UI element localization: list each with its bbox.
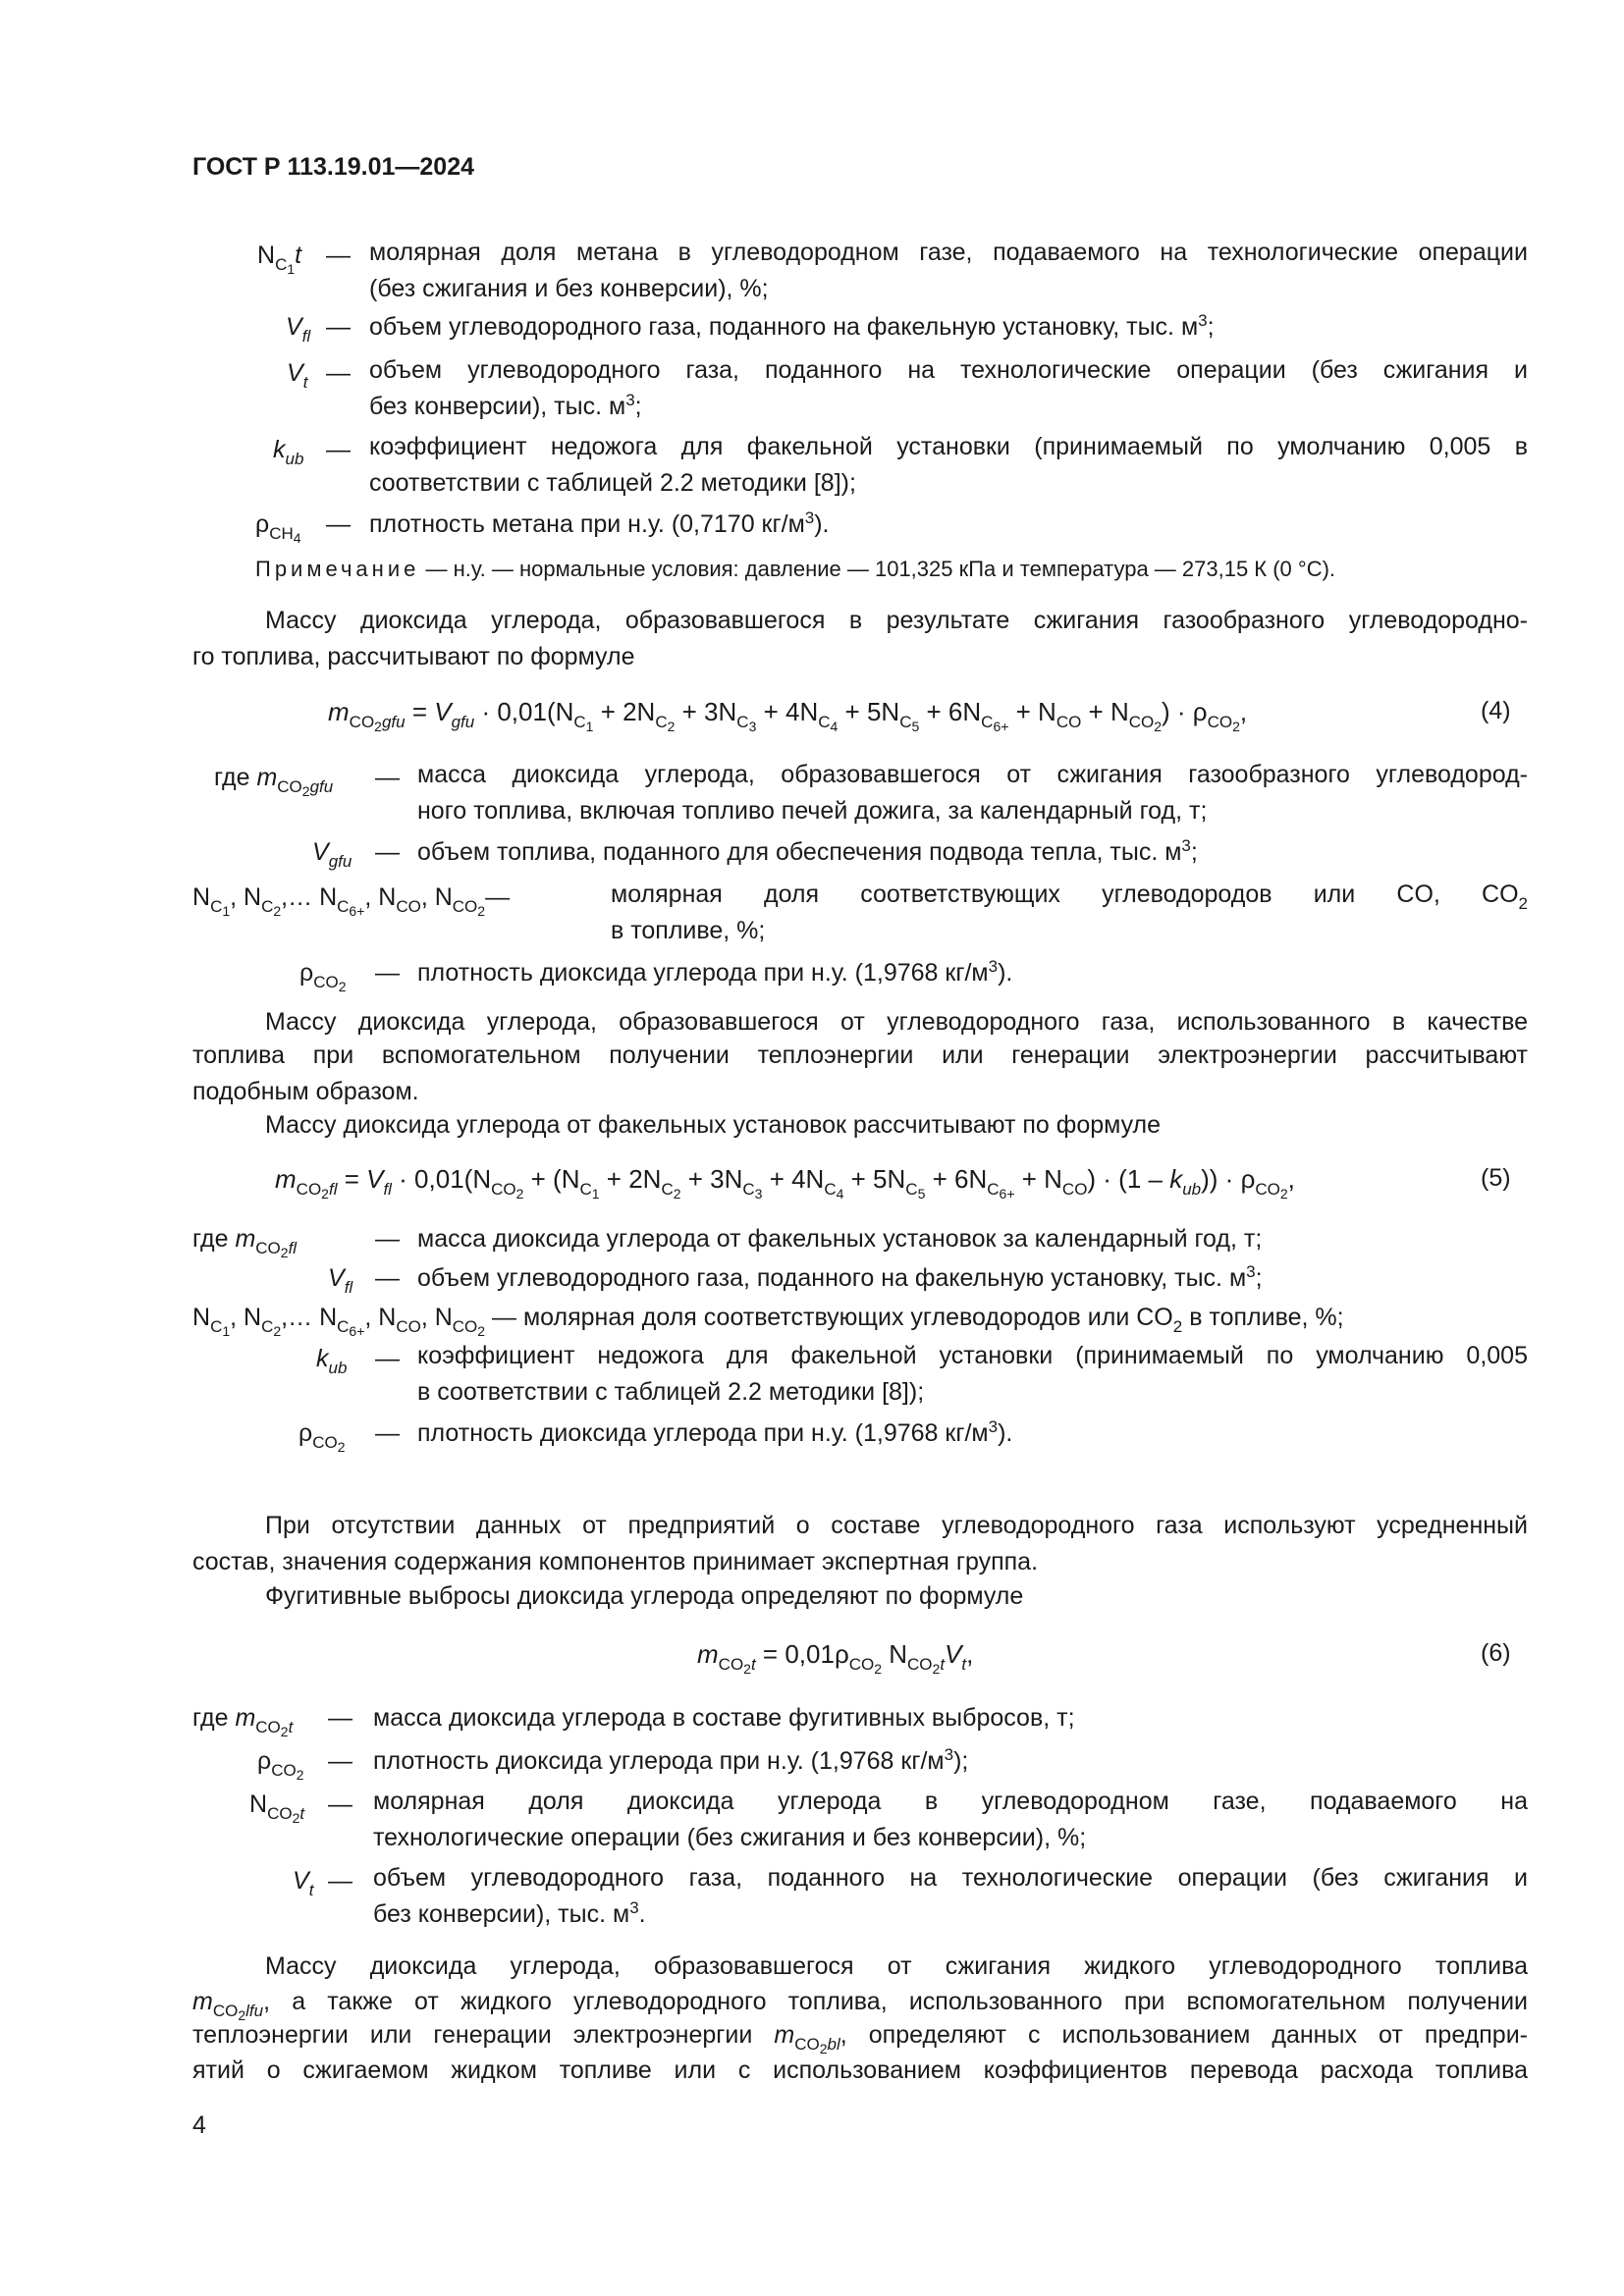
paragraph-2-line1: Массу диоксида углерода, образовавшегося от углеводородного газа, использованного в качестве <box>265 1008 1528 1036</box>
definition-rho-co2-4-text: плотность диоксида углерода при н.у. (1,9768 кг/м <box>417 959 989 987</box>
dash: — <box>328 1704 352 1732</box>
definition-n-5-text-end: в топливе, %; <box>1189 1304 1344 1331</box>
symbol-m-co2gfu: где $m_{CO_2gfu}$ <box>214 764 334 799</box>
dash: — <box>375 959 400 987</box>
definition-m-co2gfu-line2: ного топлива, включая топливо печей дожига, за календарный год, т; <box>417 797 1208 825</box>
definition-vt-line2: без конверсии), тыс. $м^3$; <box>369 391 642 420</box>
paragraph-2-line2: топлива при вспомогательном получении теплоэнергии или генерации электроэнергии рассчитывают <box>192 1041 1528 1069</box>
formula-5-number: (5) <box>1481 1164 1511 1192</box>
definition-vfl-5-text: объем углеводородного газа, поданного на факельную установку, тыс. м <box>417 1264 1247 1292</box>
symbol-rho-ch4: $\rho_{CH_4}$ <box>255 510 301 546</box>
paragraph-2-line4: Массу диоксида углерода от факельных установок рассчитывают по формуле <box>265 1111 1162 1139</box>
formula-4-number: (4) <box>1481 697 1511 724</box>
definition-nc1t-line2: (без сжигания и без конверсии), %; <box>369 275 769 302</box>
dash: — <box>375 1225 400 1253</box>
definition-vgfu: объем топлива, поданного для обеспечения подвода тепла, тыс. $м^3$; <box>417 836 1198 866</box>
symbol-kub-5: $k_{ub}$ <box>316 1345 348 1377</box>
dash: — <box>375 1345 400 1372</box>
dash: — <box>375 1264 400 1292</box>
dash: — <box>326 436 351 463</box>
symbol-nc1t: $N_{C_1}t$ <box>257 241 302 277</box>
paragraph-2-line3: подобным образом. <box>192 1078 419 1105</box>
definition-rho-co2-6: плотность диоксида углерода при н.у. (1,9768 $кг/м^3$); <box>373 1745 969 1775</box>
paragraph-4-line3-head: теплоэнергии или генерации электроэнергии <box>192 2021 753 2049</box>
definition-kub-5-line2: в соответствии с таблицей 2.2 методики [8]); <box>417 1378 925 1406</box>
paragraph-4-line3-tail: , определяют с использованием данных от предпри- <box>839 2021 1528 2049</box>
definition-vfl-5: объем углеводородного газа, поданного на факельную установку, тыс. $м^3$; <box>417 1262 1263 1292</box>
definition-n-co2t-line1: молярная доля диоксида углерода в углеводородном газе, подаваемого на <box>373 1788 1528 1815</box>
symbol-vfl-5: $V_{fl}$ <box>328 1264 353 1297</box>
definition-n-4-line1-text: молярная доля соответствующих углеводородов или CO, CO <box>611 881 1519 908</box>
page-number: 4 <box>192 2111 206 2139</box>
symbol-m-co2t: где $m_{CO_2t}$ <box>192 1704 294 1739</box>
definition-nc1t-line1: молярная доля метана в углеводородном газе, подаваемого на технологические операции <box>369 239 1528 266</box>
definition-vt-6-line2: без конверсии), тыс. $м^3$. <box>373 1898 646 1928</box>
symbol-n-co2t: $N_{CO_2t}$ <box>249 1790 305 1826</box>
formula-4: $m_{CO_2gfu} = V_{gfu} \cdot 0,01(N_{C_1} + 2N_{C_2} + 3N_{C_3} + 4N_{C_4} + 5N_{C_5} + 6N_{C_{6+}} + N_{CO} + N_{CO_2}) \cdot \rho_{CO_2}$, <box>328 697 1248 734</box>
definition-kub-5-line1: коэффициент недожога для факельной установки (принимаемый по умолчанию 0,005 <box>417 1342 1528 1369</box>
definition-rho-co2-4: плотность диоксида углерода при н.у. (1,9768 $кг/м^3$). <box>417 957 1013 987</box>
definition-vgfu-text: объем топлива, поданного для обеспечения подвода тепла, тыс. м <box>417 838 1182 866</box>
symbol-rho-co2-6: $\rho_{CO_2}$ <box>257 1747 304 1783</box>
formula-6-number: (6) <box>1481 1639 1511 1667</box>
paragraph-3-line3: Фугитивные выбросы диоксида углерода определяют по формуле <box>265 1582 1024 1610</box>
definition-n-5: $N_{C_1}$, $N_{C_2},\dots$ $N_{C_{6+}}$, $N_{CO}$, $N_{CO_2}$ — молярная доля соответствующих углеводородов или $CO_2$ в топливе, %; <box>192 1304 1344 1339</box>
definition-rho-ch4: плотность метана при н.у. (0,7170 $кг/м^3$). <box>369 508 830 538</box>
definition-vt-line1: объем углеводородного газа, поданного на технологические операции (без сжигания и <box>369 356 1528 384</box>
definition-rho-ch4-text: плотность метана при н.у. (0,7170 кг/м <box>369 510 805 538</box>
symbol-m-co2fl: где $m_{CO_2fl}$ <box>192 1225 298 1260</box>
dash: — <box>326 241 351 269</box>
definition-n-4-line2: в топливе, %; <box>611 917 766 944</box>
symbol-vfl: $V_{fl}$ <box>286 313 311 346</box>
dash: — <box>328 1790 352 1818</box>
definition-m-co2fl: масса диоксида углерода от факельных установок за календарный год, т; <box>417 1225 1263 1253</box>
symbol-n-list-4: $N_{C_1}$, $N_{C_2},\dots$ $N_{C_{6+}}$, $N_{CO}$, $N_{CO_2}—$ <box>192 883 511 919</box>
where-label: где <box>192 1225 229 1253</box>
paragraph-4-line4: ятий о сжигаемом жидком топливе или с использованием коэффициентов перевода расхода топлива <box>192 2056 1528 2084</box>
formula-6: $m_{CO_2t} = 0,01\rho_{CO_2}$ $N_{CO_2t}V_t$, <box>697 1639 974 1677</box>
formula-5: $m_{CO_2fl} = V_{fl} \cdot 0,01(N_{CO_2} + (N_{C_1} + 2N_{C_2} + 3N_{C_3} + 4N_{C_4} + 5N_{C_5} + 6N_{C_{6+}} + N_{CO}) \cdot (1 - k_{ub})) \cdot \rho_{CO_2}$, <box>275 1164 1295 1201</box>
definition-m-co2gfu-line1: масса диоксида углерода, образовавшегося от сжигания газообразного углеводород- <box>417 761 1528 788</box>
symbol-vt: $V_t$ <box>287 359 308 392</box>
dash: — <box>328 1747 352 1775</box>
paragraph-1-line1: Массу диоксида углерода, образовавшегося в результате сжигания газообразного углеводородно- <box>265 607 1528 634</box>
dash: — <box>375 764 400 791</box>
note-label: Примечание <box>255 557 420 581</box>
definition-n-4-line1: молярная доля соответствующих углеводородов или CO, $CO_2$ <box>611 881 1528 913</box>
where-label: где <box>214 764 250 791</box>
definition-vfl-text: объем углеводородного газа, поданного на факельную установку, тыс. м <box>369 313 1199 341</box>
dash: — <box>375 1419 400 1447</box>
dash: — <box>326 313 351 341</box>
paragraph-4-line2-text: , а также от жидкого углеводородного топлива, использованного при вспомогательном получении <box>263 1988 1528 2015</box>
definition-rho-co2-5: плотность диоксида углерода при н.у. (1,9768 $кг/м^3$). <box>417 1417 1013 1447</box>
dash: — <box>328 1867 352 1895</box>
definition-kub-line1: коэффициент недожога для факельной установки (принимаемый по умолчанию 0,005 в <box>369 433 1528 460</box>
note <box>255 559 1335 580</box>
definition-rho-co2-5-text: плотность диоксида углерода при н.у. (1,9768 кг/м <box>417 1419 989 1447</box>
symbol-kub: $k_{ub}$ <box>273 436 304 468</box>
document-header: ГОСТ Р 113.19.01—2024 <box>192 153 475 181</box>
symbol-rho-co2-5: $\rho_{CO_2}$ <box>298 1419 346 1455</box>
paragraph-4-line2: $m_{CO_2lfu}$, а также от жидкого углеводородного топлива, использованного при вспомогательном получении <box>192 1988 1528 2023</box>
definition-vt-6-line2-text: без конверсии), тыс. м <box>373 1900 630 1928</box>
paragraph-3-line2: состав, значения содержания компонентов принимает экспертная группа. <box>192 1548 1039 1575</box>
definition-vt-line2-text: без конверсии), тыс. м <box>369 393 626 420</box>
dash: — <box>326 510 351 538</box>
definition-rho-co2-6-text: плотность диоксида углерода при н.у. (1,9768 кг/м <box>373 1747 945 1775</box>
symbol-vgfu: $V_{gfu}$ <box>312 838 352 871</box>
definition-n-co2t-line2: технологические операции (без сжигания и без конверсии), %; <box>373 1824 1087 1851</box>
where-label: где <box>192 1704 229 1732</box>
paragraph-4-line1: Массу диоксида углерода, образовавшегося от сжигания жидкого углеводородного топлива <box>265 1952 1528 1980</box>
note-text: — н.у. — нормальные условия: давление — 101,325 кПа и температура — 273,15 К (0 °С). <box>425 557 1336 581</box>
dash: — <box>375 838 400 866</box>
dash: — <box>326 359 351 387</box>
definition-m-co2t: масса диоксида углерода в составе фугитивных выбросов, т; <box>373 1704 1075 1732</box>
paragraph-3-line1: При отсутствии данных от предприятий о составе углеводородного газа используют усредненный <box>265 1512 1528 1539</box>
definition-n-5-text: молярная доля соответствующих углеводородов или CO <box>522 1304 1173 1331</box>
symbol-vt-6: $V_t$ <box>293 1867 314 1899</box>
symbol-rho-co2-4: $\rho_{CO_2}$ <box>299 959 347 994</box>
definition-kub-line2: соответствии с таблицей 2.2 методики [8]); <box>369 469 856 497</box>
definition-vt-6-line1: объем углеводородного газа, поданного на технологические операции (без сжигания и <box>373 1864 1528 1892</box>
paragraph-1-line2: го топлива, рассчитывают по формуле <box>192 643 635 670</box>
definition-vfl: объем углеводородного газа, поданного на факельную установку, тыс. $м^3$; <box>369 311 1215 341</box>
paragraph-4-line3: теплоэнергии или генерации электроэнергии $m_{CO_2bl}$, определяют с использованием данных от предпри- <box>192 2021 1528 2056</box>
